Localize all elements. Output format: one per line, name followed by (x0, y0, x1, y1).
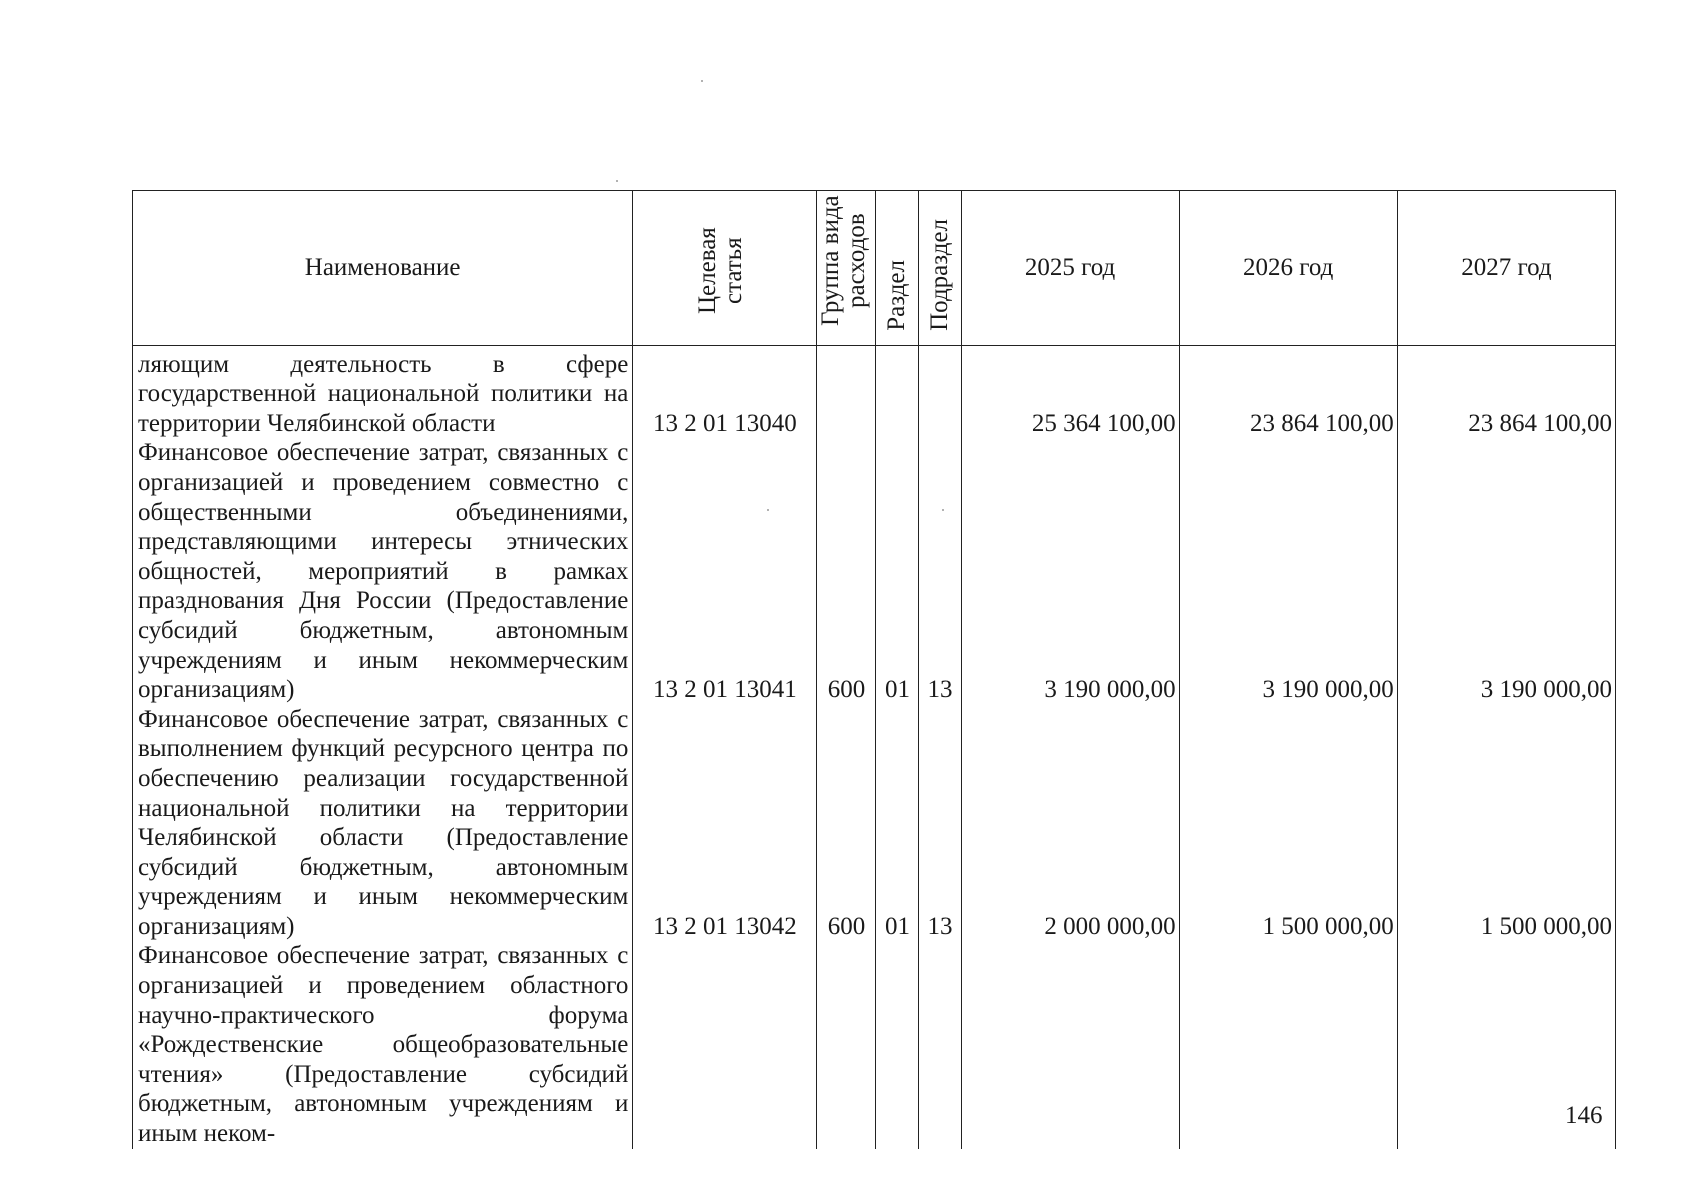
row-amount-2027: 3 190 000,00 (1397, 438, 1615, 704)
header-target-article (633, 191, 817, 346)
header-expense-group-label: Группа вида расходов (817, 195, 871, 327)
row-section: 01 (876, 705, 919, 942)
row-subsection (919, 345, 961, 438)
header-year-2027-label: 2027 год (1461, 254, 1552, 281)
header-section-label: Раздел (883, 260, 911, 331)
row-amount-2025: 2 000 000,00 (961, 705, 1179, 942)
header-section (876, 191, 919, 346)
row-name: ляющим деятельность в сфере государственной национальной политики на территории Челябинской области (133, 345, 633, 438)
header-subsection-label: Подраздел (925, 219, 953, 331)
header-year-2027 (1397, 191, 1615, 346)
row-target-article: 13 2 01 13042 (633, 705, 817, 942)
row-amount-2025: 25 364 100,00 (961, 345, 1179, 438)
scan-speck (701, 80, 703, 82)
row-amount-2025-empty (961, 941, 1179, 1148)
row-amount-2026: 1 500 000,00 (1179, 705, 1397, 942)
header-year-2026-label: 2026 год (1243, 254, 1334, 281)
row-section: 01 (876, 438, 919, 704)
table-row (133, 438, 1616, 704)
table-row (133, 705, 1616, 942)
row-subsection: 13 (919, 438, 961, 704)
row-amount-2027: 23 864 100,00 (1397, 345, 1615, 438)
row-section (876, 345, 919, 438)
header-target-article-label: Целевая статья (693, 227, 747, 315)
header-name-label: Наименование (304, 254, 461, 281)
header-expense-group (817, 191, 876, 346)
row-expense-group: 600 (817, 438, 876, 704)
row-name-continued: Финансовое обеспечение затрат, связанных с организацией и проведением областного научно-практического форума «Рождественские общеобразовательные чтения» (Предоставление субсидий бюджетным, автономным учреждениям и иным неком- (133, 941, 633, 1148)
header-year-2025 (961, 191, 1179, 346)
header-year-2026 (1179, 191, 1397, 346)
header-name (133, 191, 633, 346)
row-subsection-empty (919, 941, 961, 1148)
row-target-article: 13 2 01 13040 (633, 345, 817, 438)
row-section-empty (876, 941, 919, 1148)
row-amount-2026-empty (1179, 941, 1397, 1148)
row-amount-2026: 3 190 000,00 (1179, 438, 1397, 704)
row-amount-2025: 3 190 000,00 (961, 438, 1179, 704)
row-expense-group-empty (817, 941, 876, 1148)
budget-table (132, 190, 1616, 1149)
header-year-2025-label: 2025 год (1024, 254, 1116, 281)
table-header-row (133, 191, 1616, 346)
scan-speck (616, 180, 618, 182)
table-row (133, 345, 1616, 438)
row-amount-2027: 1 500 000,00 (1397, 705, 1615, 942)
row-subsection: 13 (919, 705, 961, 942)
row-expense-group: 600 (817, 705, 876, 942)
row-expense-group (817, 345, 876, 438)
page-number: 146 (1565, 1102, 1603, 1129)
row-name: Финансовое обеспечение затрат, связанных с выполнением функций ресурсного центра по обеспечению реализации государственной национальной политики на территории Челябинской области (Предоставление субсидий бюджетным, автономным учреждениям и иным некоммерческим организациям) (133, 705, 633, 942)
table-row-continued (133, 941, 1616, 1148)
header-subsection (919, 191, 961, 346)
row-amount-2026: 23 864 100,00 (1179, 345, 1397, 438)
row-name: Финансовое обеспечение затрат, связанных с организацией и проведением совместно с общественными объединениями, представляющими интересы этнических общностей, мероприятий в рамках празднования Дня России (Предоставление субсидий бюджетным, автономным учреждениям и иным некоммерческим организациям) (133, 438, 633, 704)
row-target-article-empty (633, 941, 817, 1148)
row-target-article: 13 2 01 13041 (633, 438, 817, 704)
